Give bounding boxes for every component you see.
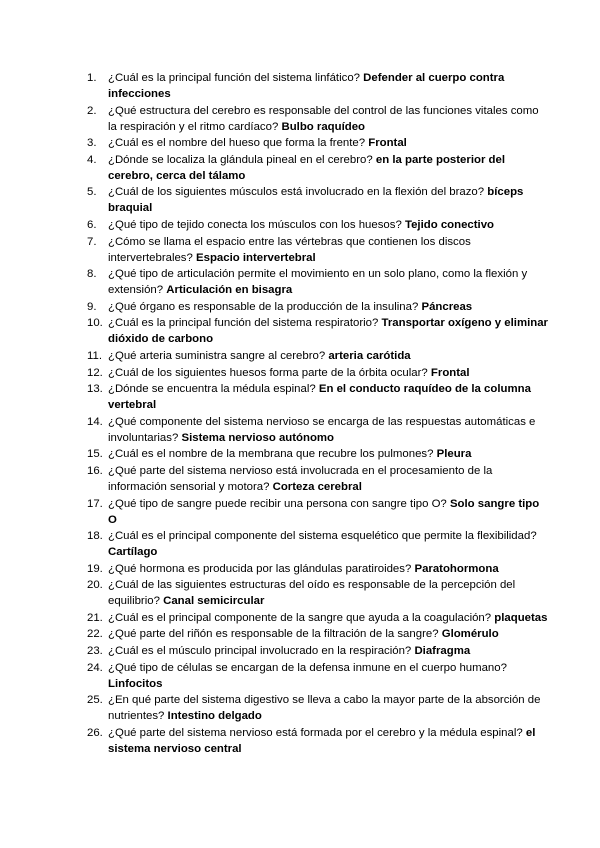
question-item [89,299,549,315]
question-text: ¿Qué componente del sistema nervioso se encarga de las respuestas automáticas e involuntarias? [108,415,536,444]
question-number: 26. [87,726,103,739]
question-item [89,315,549,347]
question-text: ¿Cuál es la principal función del sistema linfático? [108,72,360,84]
answer-text: Corteza cerebral [272,480,362,493]
question-text: ¿En qué parte del sistema digestivo se lleva a cabo la mayor parte de la absorción de nutrientes? [108,694,541,723]
question-number: 22. [87,628,103,641]
answer-text: arteria carótida [328,349,411,362]
question-text: ¿Cuál es el músculo principal involucrado en la respiración? [108,645,412,658]
question-number: 4. [87,153,97,166]
question-item [89,610,549,626]
answer-text: Glomérulo [441,628,499,641]
question-item [89,463,549,495]
answer-text: plaquetas [494,611,548,624]
answer-text: Bulbo raquídeo [281,120,366,133]
answer-text: En el conducto raquídeo de la columna vertebral [108,383,531,412]
question-text: ¿Qué arteria suministra sangre al cerebro? [108,349,326,362]
question-item [89,692,549,724]
question-text: ¿Qué tipo de sangre puede recibir una persona con sangre tipo O? [108,497,447,510]
question-number: 18. [87,530,103,543]
answer-text: Frontal [368,137,407,150]
question-text: ¿Qué tipo de células se encargan de la defensa inmune en el cuerpo humano? [108,661,507,674]
question-number: 19. [87,562,103,575]
question-number: 2. [87,104,97,117]
question-text: ¿Cuál de las siguientes estructuras del oído es responsable de la percepción del equilibrio? [108,579,516,608]
question-text: ¿Cómo se llama el espacio entre las vértebras que contienen los discos intervertebrales? [108,235,471,264]
question-item [89,70,549,102]
answer-text: bíceps braquial [108,186,524,215]
answer-text: en la parte posterior del cerebro, cerca del tálamo [108,153,506,182]
question-number: 16. [87,464,103,477]
answer-text: Transportar oxígeno y eliminar dióxido de carbono [108,317,548,346]
question-item [89,660,549,692]
question-number: 6. [87,218,97,231]
question-number: 20. [87,579,103,592]
question-item [89,152,549,184]
question-text: ¿Cuál es el nombre de la membrana que recubre los pulmones? [108,448,434,461]
question-number: 15. [87,448,103,461]
question-text: ¿Cuál de los siguientes músculos está involucrado en la flexión del brazo? [108,186,485,199]
question-item [89,381,549,413]
question-number: 8. [87,268,97,281]
question-text: ¿Qué tipo de tejido conecta los músculos con los huesos? [108,218,402,231]
question-list [89,70,549,757]
question-number: 21. [87,611,103,624]
answer-text: Pleura [436,448,472,461]
question-item [89,135,549,151]
question-text: ¿Cuál es el nombre del hueso que forma la frente? [108,137,366,150]
question-item [89,446,549,462]
question-text: ¿Qué parte del sistema nervioso está involucrada en el procesamiento de la información sensorial y motora? [108,464,493,493]
question-number: 25. [87,694,103,707]
question-item [89,234,549,266]
question-text: ¿Cuál es el principal componente de la sangre que ayuda a la coagulación? [108,611,492,624]
answer-text: Espacio intervertebral [196,251,316,264]
answer-text: Linfocitos [108,677,163,690]
question-item [89,725,549,757]
question-number: 7. [87,235,97,248]
question-item [89,561,549,577]
question-item [89,626,549,642]
question-item [89,577,549,609]
question-number: 13. [87,383,103,396]
answer-text: Sistema nervioso autónomo [181,431,335,444]
question-item [89,496,549,528]
answer-text: Intestino delgado [167,710,262,723]
question-number: 12. [87,366,103,379]
question-text: ¿Qué parte del sistema nervioso está formada por el cerebro y la médula espinal? [108,726,523,739]
question-text: ¿Qué parte del riñón es responsable de la filtración de la sangre? [108,628,439,641]
question-number: 23. [87,645,103,658]
answer-text: Canal semicircular [163,595,265,608]
question-number: 10. [87,317,103,330]
question-text: ¿Cuál es la principal función del sistema respiratorio? [108,317,379,330]
question-number: 14. [87,415,103,428]
question-number: 11. [87,349,102,362]
answer-text: Frontal [430,366,470,379]
question-number: 24. [87,661,103,674]
answer-text: Articulación en bisagra [166,284,293,297]
question-item [89,528,549,560]
question-number: 3. [87,137,97,150]
answer-text: Solo sangre tipo O [108,497,540,526]
question-text: ¿Cuál de los siguientes huesos forma parte de la órbita ocular? [108,366,428,379]
question-number: 9. [87,300,97,313]
answer-text: Defender al cuerpo contra infecciones [108,72,505,100]
question-number: 17. [87,497,103,510]
question-item [89,365,549,381]
question-text: ¿Qué tipo de articulación permite el movimiento en un solo plano, como la flexión y extensión? [108,268,528,297]
question-item [89,266,549,298]
answer-text: Paratohormona [414,562,499,575]
question-text: ¿Cuál es el principal componente del sistema esquelético que permite la flexibilidad? [108,530,537,543]
question-number: 5. [87,186,97,199]
question-item [89,414,549,446]
question-text: ¿Qué hormona es producida por las glándulas paratiroides? [108,562,412,575]
question-item [89,103,549,135]
question-number: 1. [87,72,97,84]
answer-text: Páncreas [421,300,473,313]
question-item [89,348,549,364]
question-item [89,217,549,233]
answer-text: Diafragma [414,645,471,658]
answer-text: Cartílago [108,546,158,559]
answer-text: el sistema nervioso central [108,726,536,755]
question-item [89,643,549,659]
answer-text: Tejido conectivo [404,218,494,231]
question-text: ¿Qué órgano es responsable de la producción de la insulina? [108,300,419,313]
question-text: ¿Dónde se encuentra la médula espinal? [108,383,316,396]
question-text: ¿Qué estructura del cerebro es responsable del control de las funciones vitales como la respiración y el ritmo cardíaco? [108,104,539,133]
question-item [89,184,549,216]
question-text: ¿Dónde se localiza la glándula pineal en el cerebro? [108,153,373,166]
